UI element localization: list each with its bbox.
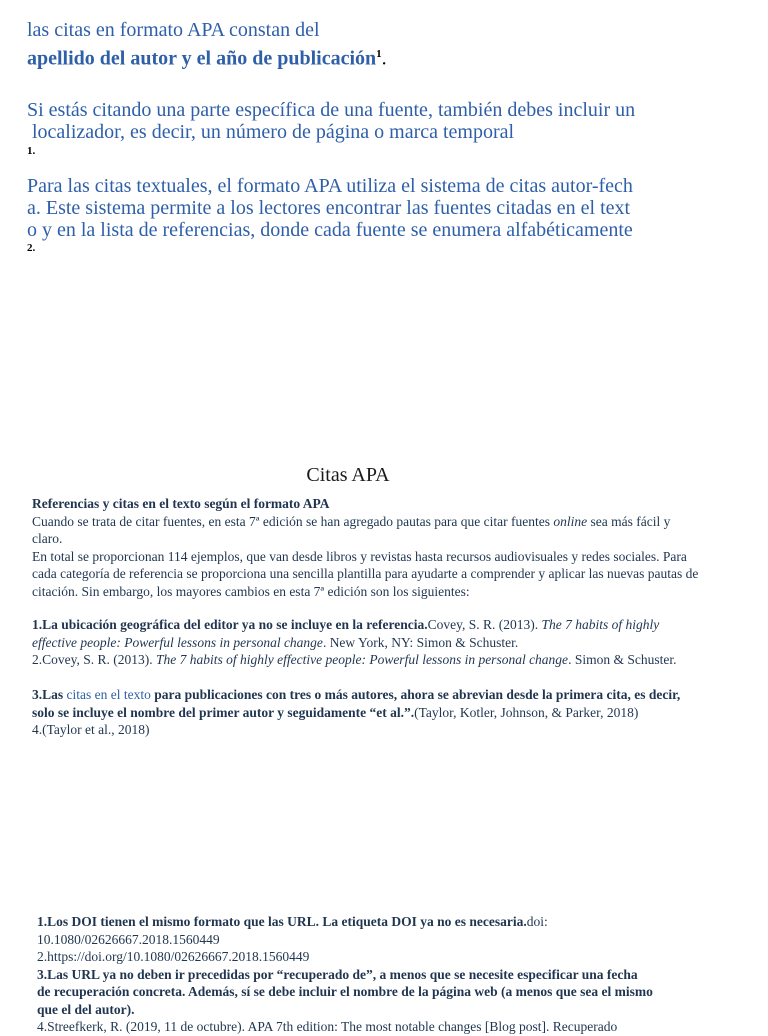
change-2-line-2: solo se incluye el nombre del primer autor y seguidamente “et al.”.(Taylor, Kotler, Johnson, & Parker, 2018)	[32, 704, 639, 720]
change-1-block	[32, 616, 757, 669]
change-1-line-1: 1.La ubicación geográfica del editor ya no se incluye en la referencia.Covey, S. R. (2013). The 7 habits of highly	[32, 617, 660, 632]
section-title: Citas APA	[306, 464, 390, 486]
locator-line-2: localizador, es decir, un número de página o marca temporal	[27, 121, 515, 143]
intro-para-line-1: Cuando se trata de citar fuentes, en esta 7ª edición se han agregado pautas para que citar fuentes online sea más fácil y	[32, 513, 671, 529]
url-rule-line-3: que el del autor).	[37, 1001, 135, 1017]
footnote-ref-2: 2	[27, 242, 33, 254]
reference-cut-line: 4.Streefkerk, R. (2019, 11 de octubre). APA 7th edition: The most notable changes [Blog post]. Recuperado	[37, 1019, 618, 1034]
change-3-block	[37, 913, 752, 1036]
textual-line-2: a. Este sistema permite a los lectores encontrar las fuentes citadas en el text	[27, 197, 631, 219]
change-3-line-1: 1.Los DOI tienen el mismo formato que las URL. La etiqueta DOI ya no es necesaria.doi:	[37, 914, 548, 929]
totals-para-line-1: En total se proporcionan 114 ejemplos, que van desde libros y revistas hasta recursos audiovisuales y redes sociales. Para	[32, 548, 687, 564]
textual-period: .	[32, 242, 36, 254]
change-2-line-3: 4.(Taylor et al., 2018)	[32, 722, 150, 737]
textual-paragraph	[27, 175, 767, 241]
change-2-line-1: 3.Las citas en el texto para publicaciones con tres o más autores, ahora se abrevian desde la primera cita, es decir,	[32, 687, 681, 702]
textual-line-1: Para las citas textuales, el formato APA utiliza el sistema de citas autor-fech	[27, 175, 633, 197]
doi-bold: 1.Los DOI tienen el mismo formato que las URL. La etiqueta DOI ya no es necesaria.	[37, 914, 527, 929]
change-1-line-2: effective people: Powerful lessons in personal change. New York, NY: Simon & Schuster.	[32, 634, 519, 650]
footnote-ref-locator: 1	[27, 145, 33, 157]
section-body	[32, 495, 757, 600]
totals-para-line-2: cada categoría de referencia se proporciona una sencilla plantilla para ayudarte a comprender y aplicar las nuevas pautas de	[32, 566, 699, 581]
locator-line-1: Si estás citando una parte específica de una fuente, también debes incluir un	[27, 99, 636, 121]
locator-period: .	[32, 145, 36, 157]
intro-para-line-2: claro.	[32, 531, 63, 546]
change-1-bold: 1.La ubicación geográfica del editor ya no se incluye en la referencia.	[32, 617, 428, 632]
intro-bold-text: apellido del autor y el año de publicación	[27, 47, 377, 70]
locator-footnote	[27, 145, 35, 157]
change-1-line-3: 2.Covey, S. R. (2013). The 7 habits of highly effective people: Powerful lessons in personal change. Simon & Schuster.	[32, 652, 677, 667]
intro-line-1: las citas en formato APA constan del	[27, 19, 320, 41]
intro-period: .	[381, 47, 387, 70]
url-rule-line-2: de recuperación concreta. Además, sí se debe incluir el nombre de la página web (a menos que sea el mismo	[37, 984, 653, 999]
textual-footnote	[27, 242, 35, 254]
citas-en-el-texto-link[interactable]: citas en el texto	[66, 687, 151, 702]
textual-line-3: o y en la lista de referencias, donde cada fuente se enumera alfabéticamente	[27, 219, 633, 241]
url-rule-line-1: 3.Las URL ya no deben ir precedidas por “recuperado de”, a menos que se necesite especificar una fecha	[37, 966, 638, 982]
footnote-ref-1: 1	[376, 48, 382, 60]
doi-url: 2.https://doi.org/10.1080/02626667.2018.1560449	[37, 949, 310, 964]
change-2-block	[32, 686, 757, 739]
online-italic: online	[553, 513, 588, 529]
totals-para-line-3: citación. Sin embargo, los mayores cambios en esta 7ª edición son los siguientes:	[32, 583, 470, 599]
intro-line-2	[27, 43, 387, 70]
locator-paragraph	[27, 99, 767, 143]
section-heading: Referencias y citas en el texto según el formato APA	[32, 496, 330, 511]
doi-value: 10.1080/02626667.2018.1560449	[37, 931, 220, 947]
